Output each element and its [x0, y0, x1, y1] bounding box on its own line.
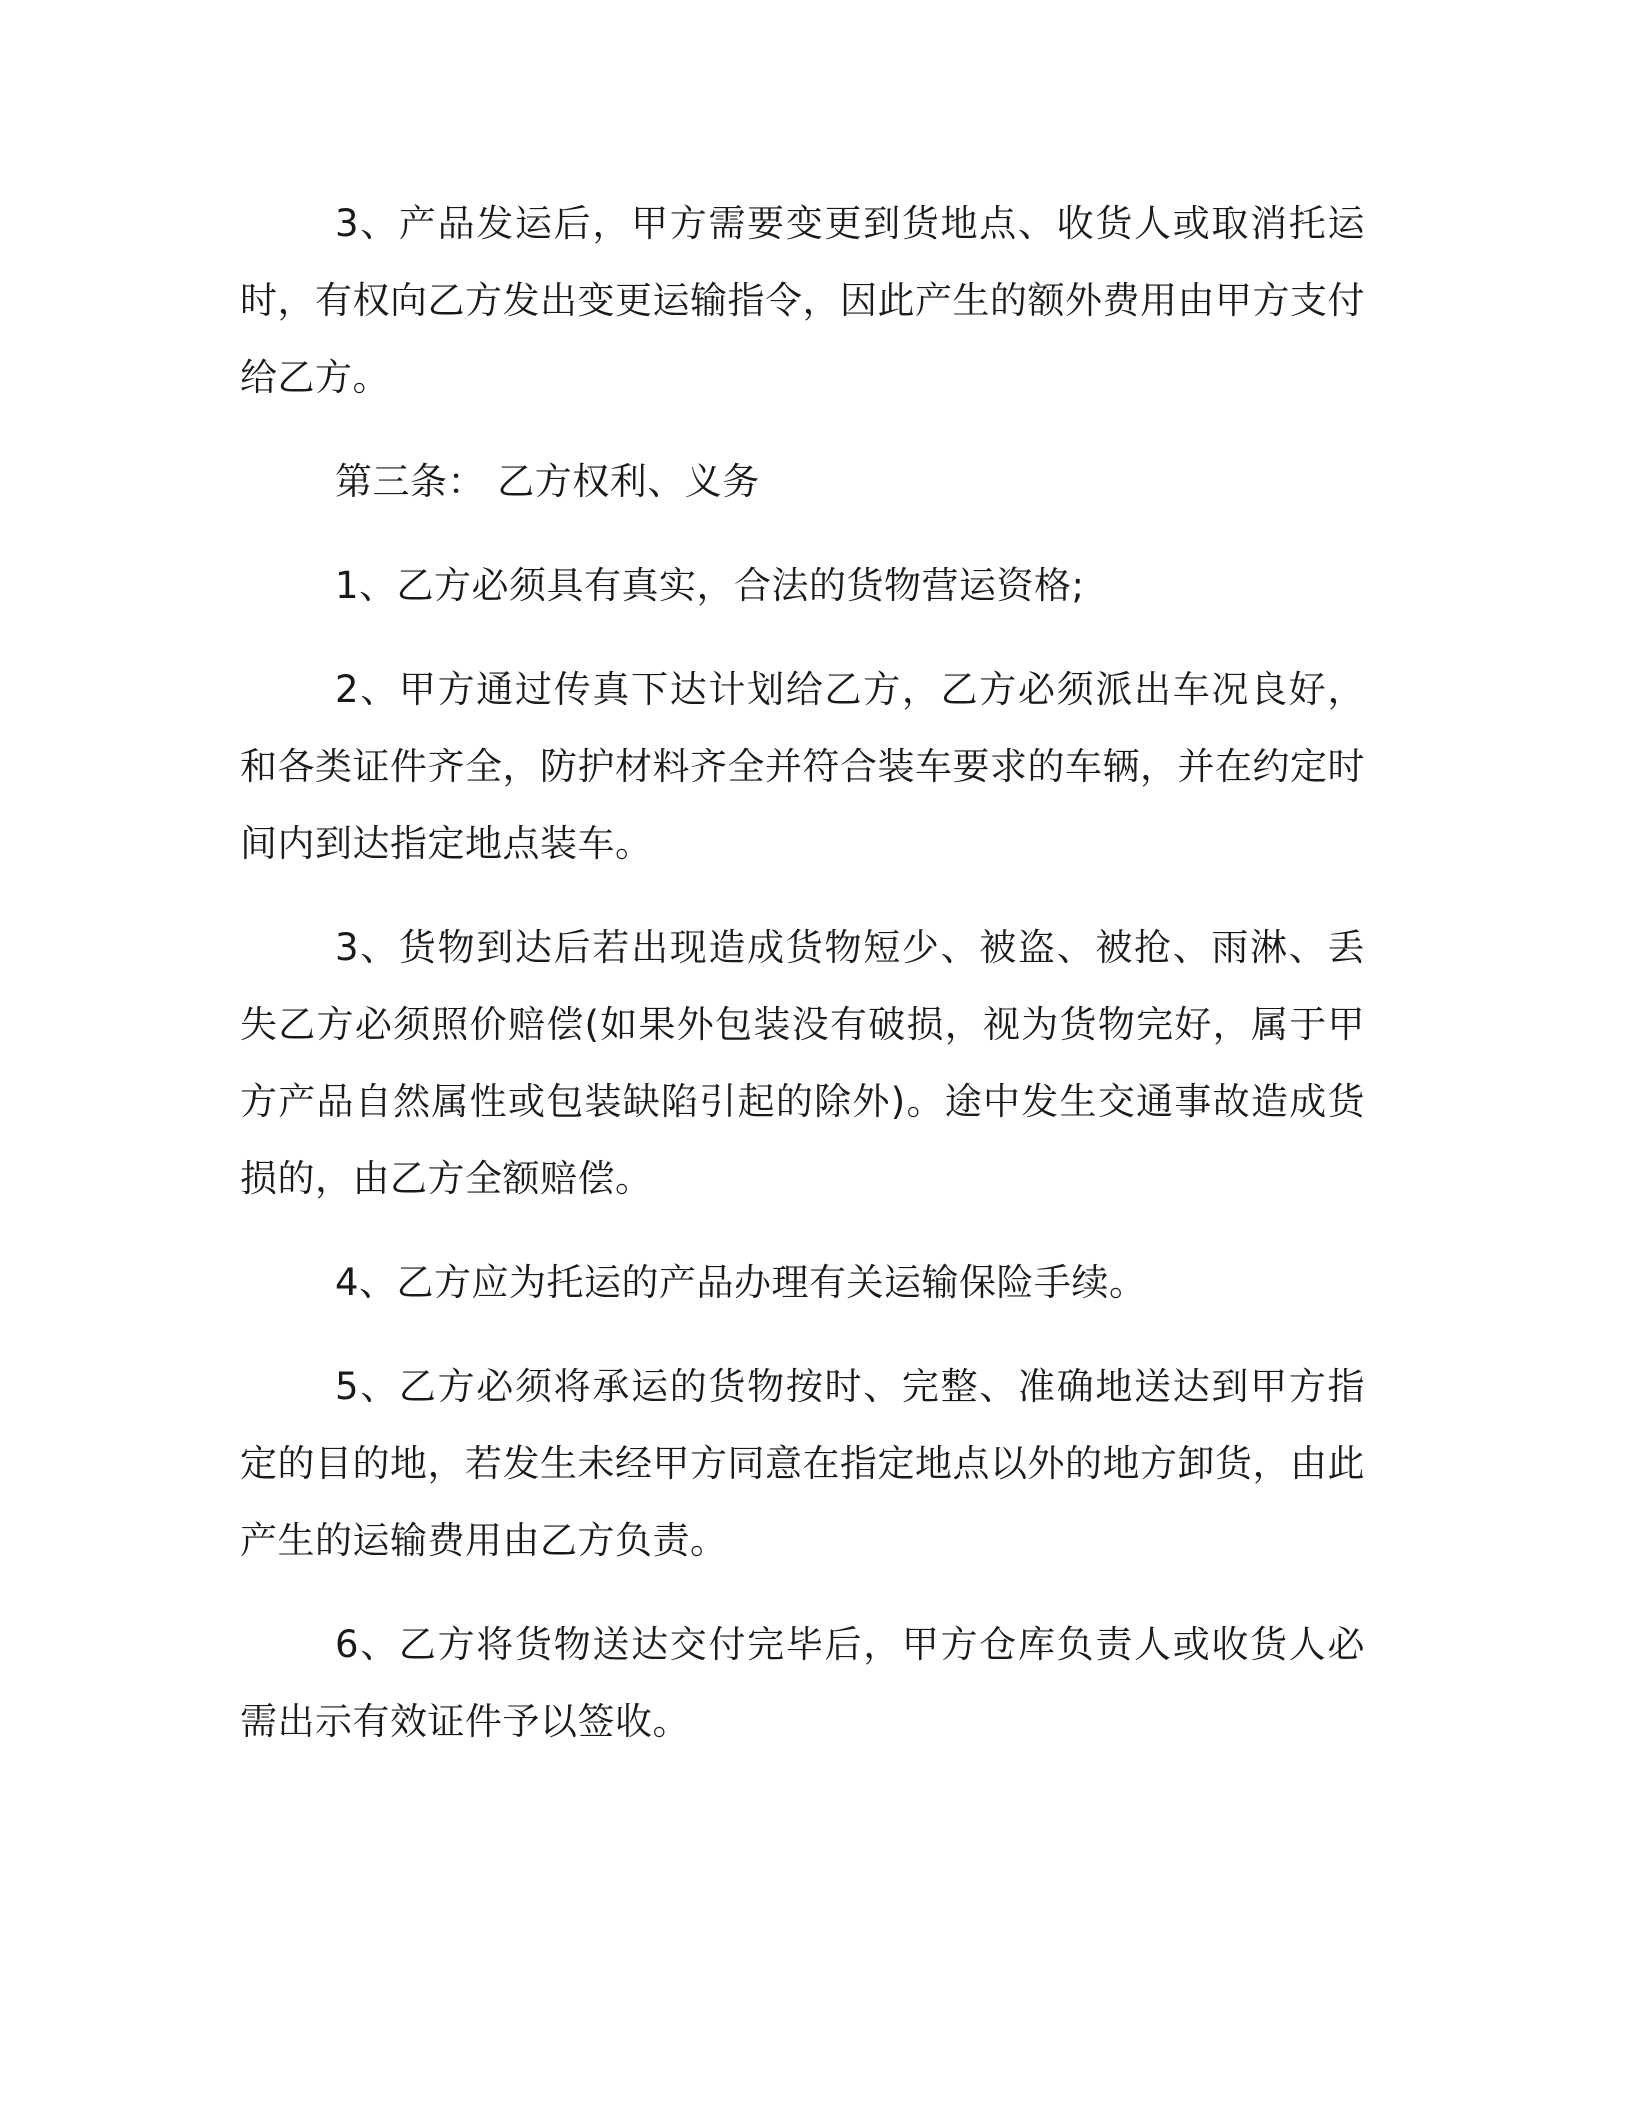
clause-item-6-sign-off: 6、乙方将货物送达交付完毕后，甲方仓库负责人或收货人必需出示有效证件予以签收。 [240, 1623, 1365, 1743]
clause-item-3-compensation: 3、货物到达后若出现造成货物短少、被盗、被抢、雨淋、丢失乙方必须照价赔偿(如果外包装没有破损，视为货物完好，属于甲方产品自然属性或包装缺陷引起的除外)。途中发生交通事故造成货损的，由乙方全额赔偿。 [240, 926, 1365, 1200]
clause-item-2-vehicle-dispatch: 2、甲方通过传真下达计划给乙方，乙方必须派出车况良好，和各类证件齐全，防护材料齐全并符合装车要求的车辆，并在约定时间内到达指定地点装车。 [240, 668, 1365, 865]
section-heading-article-3: 第三条： 乙方权利、义务 [335, 460, 760, 503]
clause-item-4-insurance: 4、乙方应为托运的产品办理有关运输保险手续。 [335, 1261, 1147, 1304]
document-page [240, 185, 1365, 1787]
clause-item-3-change-delivery: 3、产品发运后，甲方需要变更到货地点、收货人或取消托运时，有权向乙方发出变更运输指令，因此产生的额外费用由甲方支付给乙方。 [240, 202, 1365, 399]
clause-item-1-qualification: 1、乙方必须具有真实，合法的货物营运资格; [335, 564, 1085, 607]
clause-item-5-delivery: 5、乙方必须将承运的货物按时、完整、准确地送达到甲方指定的目的地，若发生未经甲方同意在指定地点以外的地方卸货，由此产生的运输费用由乙方负责。 [240, 1365, 1365, 1562]
